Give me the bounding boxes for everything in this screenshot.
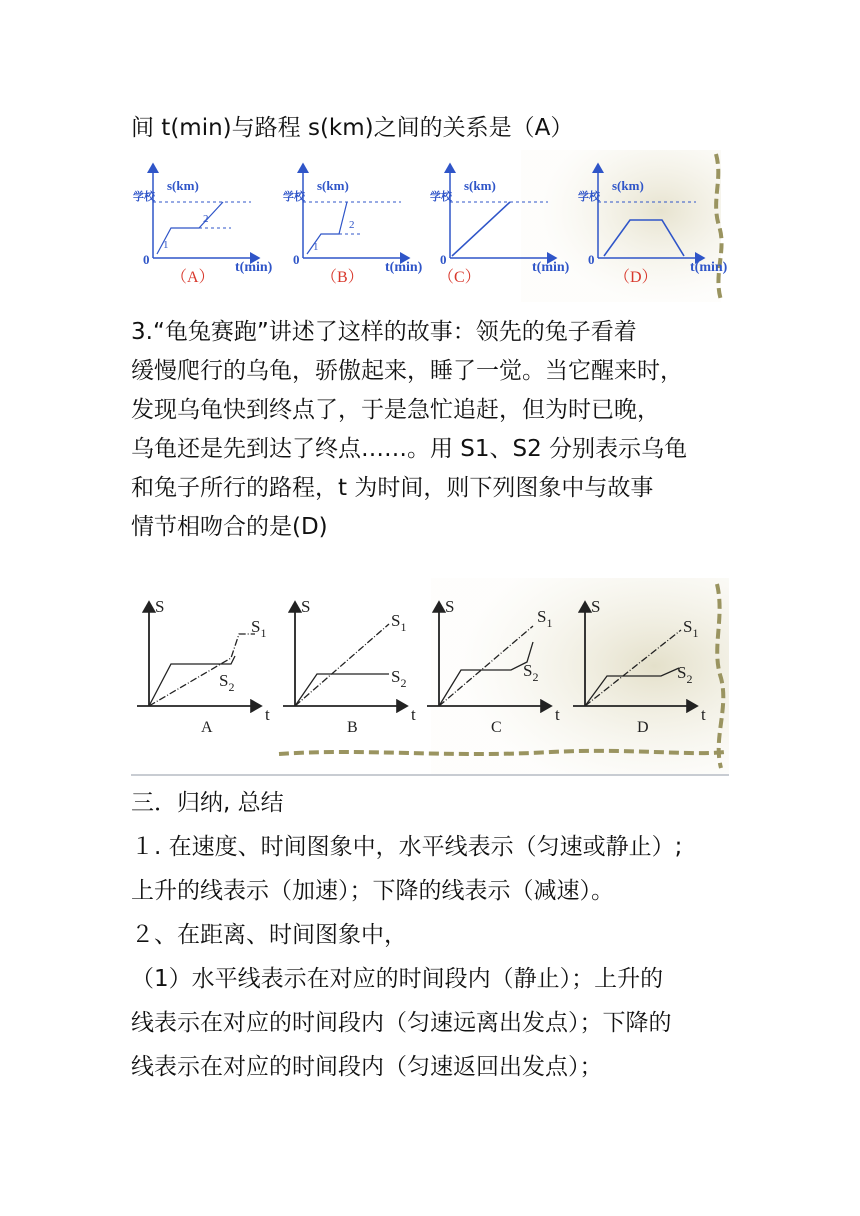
question-2-tail: 间 t(min)与路程 s(km)之间的关系是（A） xyxy=(131,115,574,141)
segment-label: 1 xyxy=(163,239,169,251)
x-axis-label: t(min) xyxy=(235,260,273,275)
graph-panel xyxy=(283,597,416,736)
summary-line: ２、在距离、时间图象中， xyxy=(131,922,407,948)
question-3-line: 3.“龟兔赛跑”讲述了这样的故事：领先的兔子看着 xyxy=(131,319,637,345)
s2-label: $S_2$ xyxy=(677,663,693,686)
panel-label: （D） xyxy=(614,269,658,286)
x-axis-label: t xyxy=(555,705,560,724)
question-3-line: 情节相吻合的是(D) xyxy=(131,514,328,540)
y-axis-label: s(km) xyxy=(317,178,349,193)
x-axis-label: t(min) xyxy=(690,260,728,275)
segment-label: 2 xyxy=(349,219,355,231)
question-3-line: 和兔子所行的路程，t 为时间，则下列图象中与故事 xyxy=(131,475,654,501)
x-axis-label: t xyxy=(411,705,416,724)
race-graph-figure xyxy=(131,578,729,774)
segment-label: 1 xyxy=(313,241,319,253)
s1-label: $S_1$ xyxy=(683,617,699,640)
panel-label: B xyxy=(347,719,358,736)
origin-label: 0 xyxy=(440,252,447,267)
graph-panel xyxy=(137,597,270,736)
graph-panel xyxy=(283,164,423,286)
summary-line: １. 在速度、时间图象中，水平线表示（匀速或静止）; xyxy=(131,834,683,860)
s2-label: $S_2$ xyxy=(391,667,407,690)
panel-label: （C） xyxy=(438,269,481,286)
s1-label: $S_1$ xyxy=(391,611,407,634)
summary-line: （1）水平线表示在对应的时间段内（静止）；上升的 xyxy=(131,966,664,992)
s2-label: $S_2$ xyxy=(219,671,235,694)
panel-label: A xyxy=(201,719,213,736)
origin-label: 0 xyxy=(588,252,595,267)
summary-line: 线表示在对应的时间段内（匀速远离出发点）；下降的 xyxy=(131,1010,672,1036)
x-axis-label: t(min) xyxy=(532,260,570,275)
divider xyxy=(131,774,729,776)
summary-heading: 三．归纳, 总结 xyxy=(131,790,284,816)
y-axis-label: S xyxy=(591,597,601,616)
distance-time-figure xyxy=(131,150,729,302)
graph-line xyxy=(452,202,510,256)
school-label: 学校 xyxy=(430,191,452,203)
segment-label: 2 xyxy=(203,213,209,225)
panel-label: （A） xyxy=(171,269,215,286)
panel-label: D xyxy=(637,719,649,736)
school-label: 学校 xyxy=(133,191,155,203)
y-axis-label: s(km) xyxy=(167,178,199,193)
s1-label: $S_1$ xyxy=(537,607,553,630)
origin-label: 0 xyxy=(293,252,300,267)
question-3-line: 缓慢爬行的乌龟，骄傲起来，睡了一觉。当它醒来时， xyxy=(131,358,683,384)
summary-line: 线表示在对应的时间段内（匀速返回出发点）； xyxy=(131,1054,603,1080)
panel-label: （B） xyxy=(321,269,364,286)
x-axis-label: t(min) xyxy=(385,260,423,275)
y-axis-label: S xyxy=(155,597,165,616)
s1-line xyxy=(149,634,255,706)
s2-line xyxy=(295,674,389,706)
y-axis-label: S xyxy=(301,597,311,616)
s1-label: $S_1$ xyxy=(251,617,267,640)
s1-line xyxy=(295,624,389,706)
y-axis-label: s(km) xyxy=(612,178,644,193)
question-3-line: 发现乌龟快到终点了，于是急忙追赶，但为时已晚， xyxy=(131,397,660,423)
school-label: 学校 xyxy=(283,191,305,203)
x-axis-label: t xyxy=(701,705,706,724)
s2-label: $S_2$ xyxy=(523,661,539,684)
origin-label: 0 xyxy=(143,252,150,267)
question-3-line: 乌龟还是先到达了终点……。用 S1、S2 分别表示乌龟 xyxy=(131,436,688,462)
school-label: 学校 xyxy=(578,191,600,203)
y-axis-label: s(km) xyxy=(464,178,496,193)
graph-panel xyxy=(133,164,273,286)
y-axis-label: S xyxy=(445,597,455,616)
summary-line: 上升的线表示（加速）；下降的线表示（减速）。 xyxy=(131,878,614,904)
x-axis-label: t xyxy=(265,705,270,724)
panel-label: C xyxy=(491,719,502,736)
